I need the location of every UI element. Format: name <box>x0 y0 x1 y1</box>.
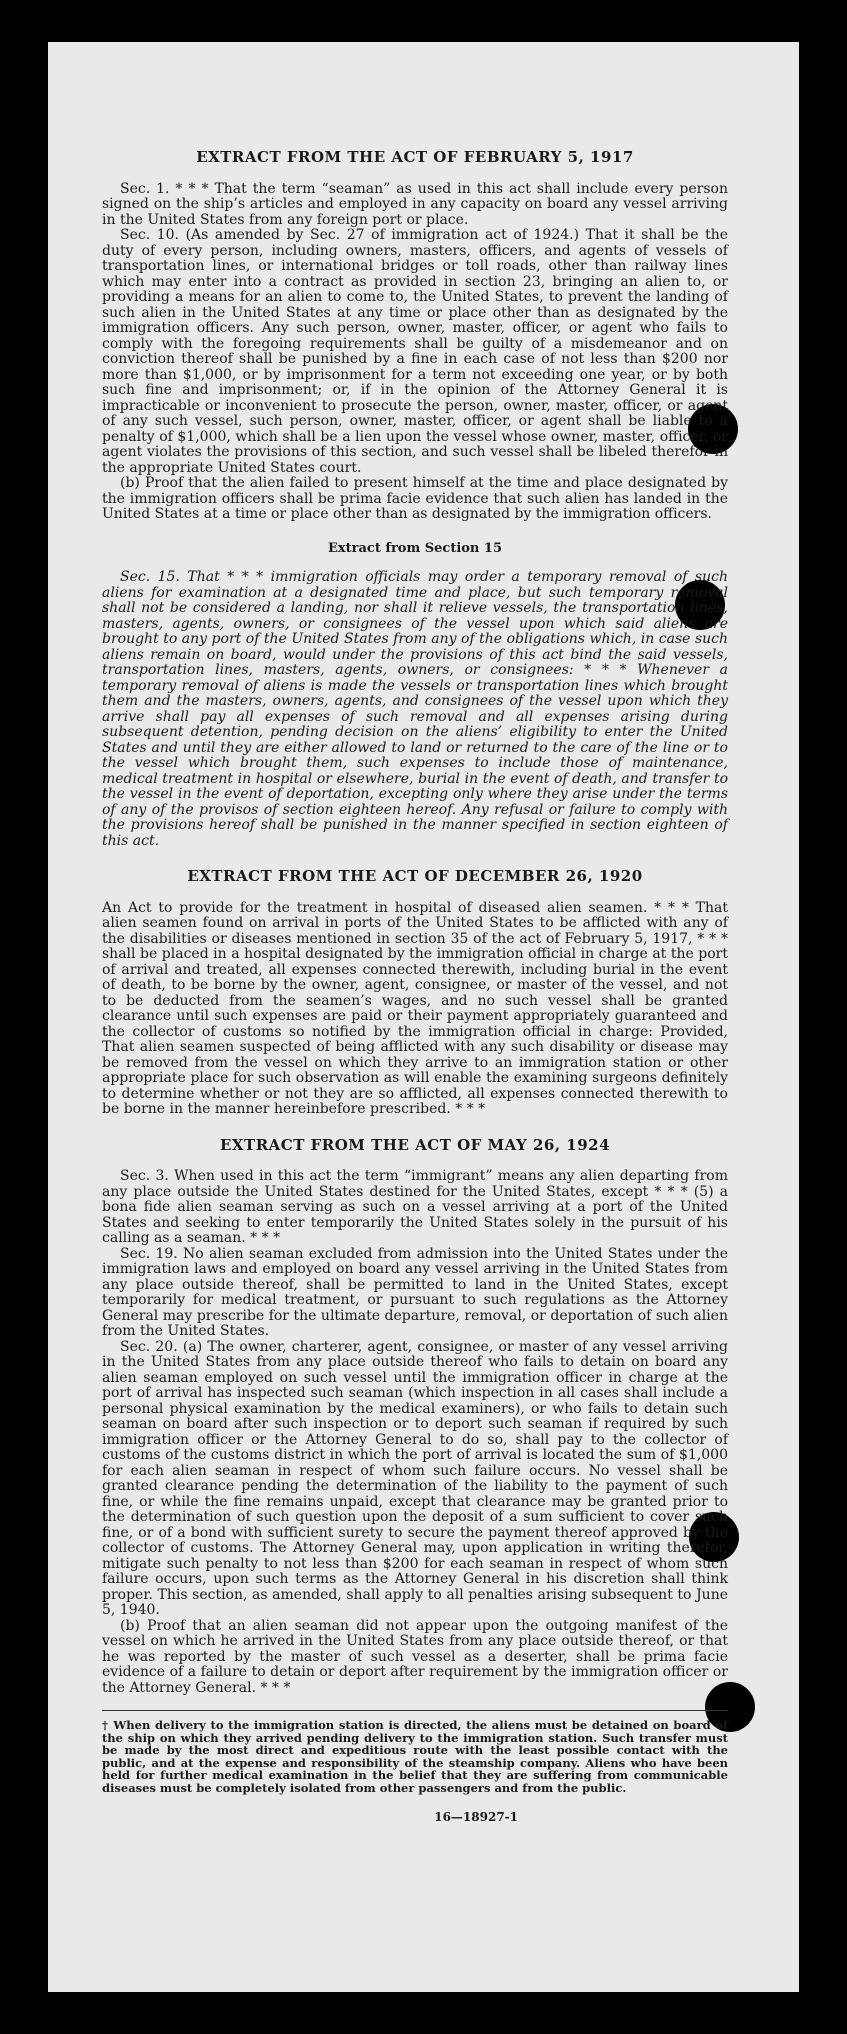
footnote: † When delivery to the immigration station is directed, the aliens must be detained on board of the ship on which they arrived pending delivery to the immigration station. Such transfer must be made by the most direct and expeditious route with the least possible contact with the public, and at the expense and responsibility of the steamship company. Aliens who have been held for further medical examination in the belief that they are suffering from communicable diseases must be completely isolated from other passengers and from the public. <box>102 1718 728 1795</box>
paragraph-sec20: Sec. 20. (a) The owner, charterer, agent, consignee, or master of any vessel arriving in the United States from any place outside thereof who fails to detain on board any alien seaman employed on such vessel until the immigration officer in charge at the port of arrival has inspected such seaman (which inspection in all cases shall include a personal physical examination by the medical examiners), or who fails to detain such seaman on board after such inspection or to deport such seaman if required by such immigration officer or the Attorney General to do so, shall pay to the collector of customs of the customs district in which the port of arrival is located the sum of $1,000 for each alien seaman in respect of whom such failure occurs. No vessel shall be granted clearance pending the determination of the liability to the payment of such fine, or while the fine remains unpaid, except that clearance may be granted prior to the determination of such question upon the deposit of a sum sufficient to cover such fine, or of a bond with sufficient surety to secure the payment thereof approved by the collector of customs. The Attorney General may, upon application in writing therefor, mitigate such penalty to not less than $200 for each seaman in respect of whom such failure occurs, upon such terms as the Attorney General in his discretion shall think proper. This section, as amended, shall apply to all penalties arising subsequent to June 5, 1940. <box>102 1338 728 1618</box>
paragraph-sec3: Sec. 3. When used in this act the term “immigrant” means any alien departing from any place outside the United States destined for the United States, except * * * (5) a bona fide alien seaman serving as such on a vessel arriving at a port of the United States and seeking to enter temporarily the United States solely in the pursuit of his calling as a seaman. * * * <box>102 1168 728 1246</box>
form-number: 16—18927-1 <box>434 1810 518 1824</box>
heading-dec-1920: EXTRACT FROM THE ACT OF DECEMBER 26, 1920 <box>187 867 643 885</box>
paragraph-dec-1920: An Act to provide for the treatment in hospital of diseased alien seamen. * * * That alien seamen found on arrival in ports of the United States to be afflicted with any of the disabilities or diseases mentioned in section 35 of the act of February 5, 1917, * * * shall be placed in a hospital designated by the immigration official in charge at the port of arrival and treated, all expenses connected therewith, including burial in the event of death, to be borne by the owner, agent, consignee, or master of the vessel, and not to be deducted from the seamen’s wages, and no such vessel shall be granted clearance until such expenses are paid or their payment appropriately guaranteed and the collector of customs so notified by the immigration official in charge: Provided, That alien seamen suspected of being afflicted with any such disability or disease may be removed from the vessel on which they arrive to an immigration station or other appropriate place for such observation as will enable the examining surgeons definitely to determine whether or not they are so afflicted, all expenses connected therewith to be borne in the manner hereinbefore prescribed. * * * <box>102 899 728 1117</box>
paragraph-sec10-b: (b) Proof that the alien failed to present himself at the time and place designated by the immigration officers shall be prima facie evidence that such alien has landed in the United States at a time or place other than as designated by the immigration officers. <box>102 475 728 522</box>
footnote-divider <box>102 1710 728 1711</box>
document-text <box>102 150 728 1826</box>
paragraph-sec20-b: (b) Proof that an alien seaman did not appear upon the outgoing manifest of the vessel on which he arrived in the United States from any place outside thereof, or that he was reported by the master of such vessel as a deserter, shall be prima facie evidence of a failure to detain or deport after requirement by the immigration officer or the Attorney General. * * * <box>102 1617 728 1696</box>
paragraph-sec1: Sec. 1. * * * That the term “seaman” as used in this act shall include every person signed on the ship’s articles and employed in any capacity on board any vessel arriving in the United States from any foreign port or place. <box>102 180 728 228</box>
paragraph-sec19: Sec. 19. No alien seaman excluded from admission into the United States under the immigration laws and employed on board any vessel arriving in the United States from any place outside thereof, shall be permitted to land in the United States, except temporarily for medical treatment, or pursuant to such regulations as the Attorney General may prescribe for the ultimate departure, removal, or deportation of such alien from the United States. <box>102 1245 728 1339</box>
paragraph-sec10: Sec. 10. (As amended by Sec. 27 of immigration act of 1924.) That it shall be the duty of every person, including owners, masters, officers, and agents of vessels of transportation lines, or international bridges or toll roads, other than railway lines which may enter into a contract as provided in section 23, bringing an alien to, or providing a means for an alien to come to, the United States, to prevent the landing of such alien in the United States at any time or place other than as designated by the immigration officers. Any such person, owner, master, officer, or agent who fails to comply with the foregoing requirements shall be guilty of a misdemeanor and on conviction thereof shall be punished by a fine in each case of not less than $200 nor more than $1,000, or by imprisonment for a term not exceeding one year, or by both such fine and imprisonment; or, if in the opinion of the Attorney General it is impracticable or inconvenient to prosecute the person, owner, master, officer, or agent of any such vessel, such person, owner, master, officer, or agent shall be liable to a penalty of $1,000, which shall be a lien upon the vessel whose owner, master, officer, or agent violates the provisions of this section, and such vessel shall be libeled therefor in the appropriate United States court. <box>102 227 728 476</box>
heading-section-15: Extract from Section 15 <box>327 540 503 556</box>
paragraph-sec15: Sec. 15. That * * * immigration officials may order a temporary removal of such aliens for examination at a designated time and place, but such temporary removal shall not be considered a landing, nor shall it relieve vessels, the transportation lines, masters, agents, owners, or consignees of the vessel upon which said aliens are brought to any port of the United States from any of the obligations which, in case such aliens remain on board, would under the provisions of this act bind the said vessels, transportation lines, masters, agents, owners, or consignees: * * * Whenever a temporary removal of aliens is made the vessels or transportation lines which brought them and the masters, owners, agents, and consignees of the vessel upon which they arrive shall pay all expenses of such removal and all expenses arising during subsequent detention, pending decision on the aliens’ eligibility to enter the United States and until they are either allowed to land or returned to the care of the line or to the vessel which brought them, such expenses to include those of maintenance, medical treatment in hospital or elsewhere, burial in the event of death, and transfer to the vessel in the event of deportation, excepting only where they arise under the terms of any of the provisos of section eighteen hereof. Any refusal or failure to comply with the provisions hereof shall be punished in the manner specified in section eighteen of this act. <box>102 569 728 849</box>
heading-may-1924: EXTRACT FROM THE ACT OF MAY 26, 1924 <box>219 1135 611 1154</box>
heading-feb-1917: EXTRACT FROM THE ACT OF FEBRUARY 5, 1917 <box>196 148 634 166</box>
